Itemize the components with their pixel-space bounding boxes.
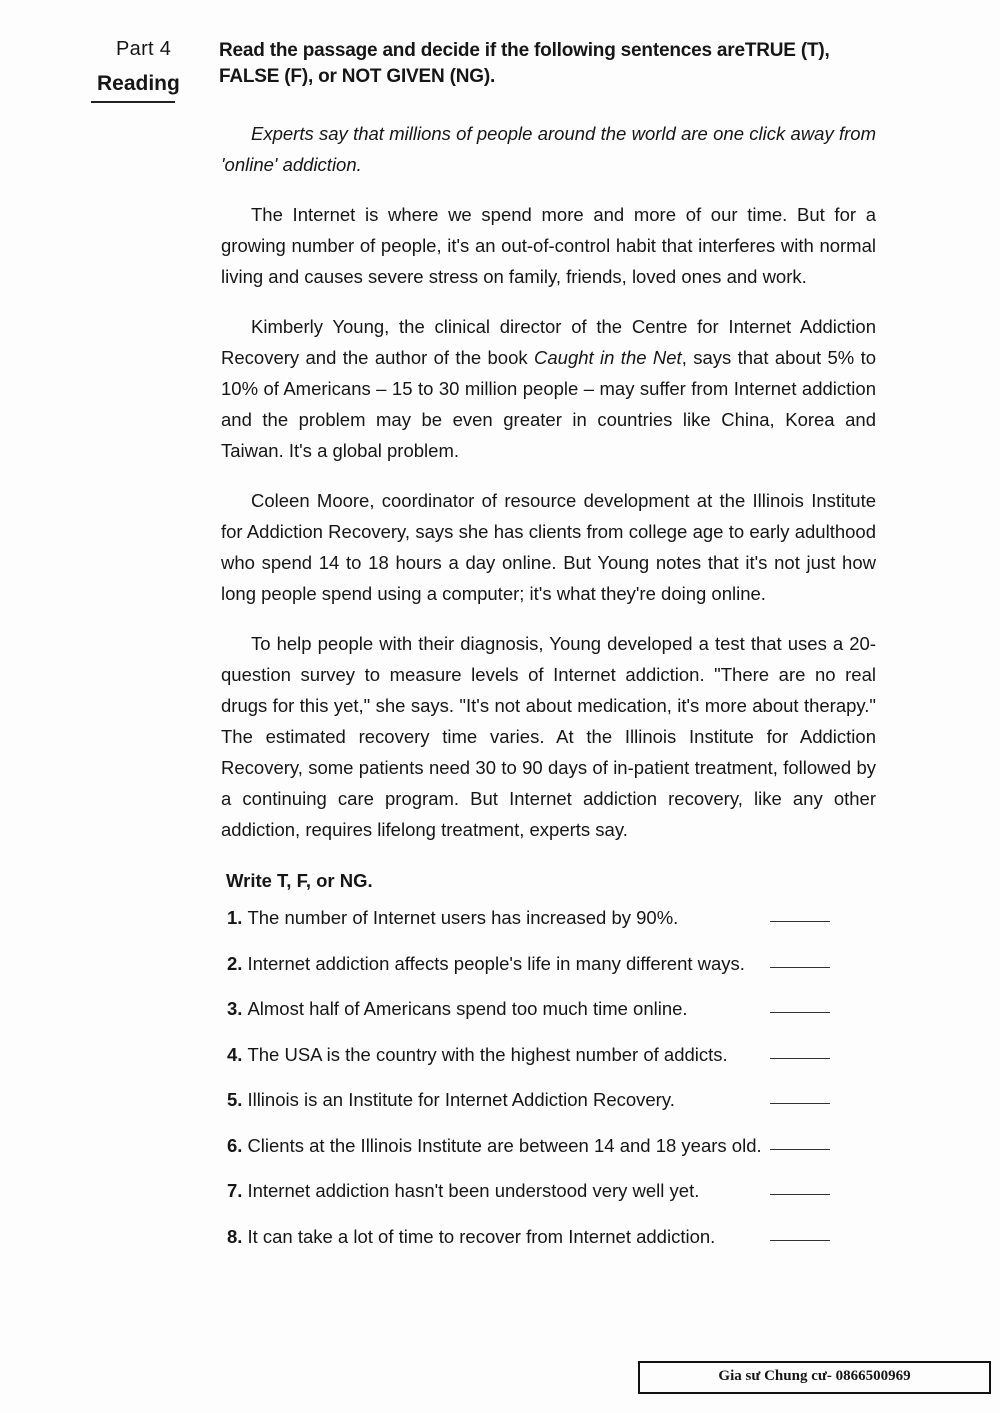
book-title: Caught in the Net	[534, 347, 682, 368]
paragraph-2-text-a: Kimberly Young, the clinical director of the Centre for Internet Addiction Recovery and the author of the book	[221, 316, 876, 368]
question-number: 2.	[227, 952, 243, 974]
question-item	[227, 953, 837, 999]
question-number: 5.	[227, 1089, 243, 1110]
question-item	[227, 998, 837, 1044]
answer-blank[interactable]	[770, 1103, 830, 1104]
task-prompt: Write T, F, or NG.	[226, 870, 373, 891]
question-text: Clients at the Illinois Institute are between 14 and 18 years old.	[247, 1134, 762, 1156]
passage-paragraph-1: The Internet is where we spend more and more of our time. But for a growing number of people, it's an out-of-control habit that interferes with normal living and causes severe stress on family, friends, loved ones and work.	[221, 204, 876, 287]
question-item	[227, 907, 837, 953]
question-text: Internet addiction affects people's life in many different ways.	[247, 952, 745, 974]
question-number: 3.	[227, 998, 243, 1019]
question-item	[227, 1135, 837, 1181]
question-text: Illinois is an Institute for Internet Addiction Recovery.	[247, 1089, 675, 1110]
answer-blank[interactable]	[770, 1058, 830, 1059]
part-number-label: Part 4	[116, 38, 172, 60]
question-item	[227, 1089, 837, 1135]
footer-contact-box: Gia sư Chung cư- 0866500969	[638, 1361, 991, 1394]
answer-blank[interactable]	[770, 1194, 830, 1195]
question-text: The USA is the country with the highest number of addicts.	[247, 1043, 728, 1065]
question-list	[227, 907, 837, 1271]
question-number: 8.	[227, 1225, 243, 1247]
answer-blank[interactable]	[770, 921, 830, 922]
question-text: It can take a lot of time to recover from Internet addiction.	[247, 1225, 716, 1247]
question-number: 7.	[227, 1180, 243, 1201]
answer-blank[interactable]	[770, 967, 830, 968]
instruction-heading: Read the passage and decide if the following sentences areTRUE (T), FALSE (F), or NOT GIVEN (NG).	[219, 40, 830, 87]
reading-passage	[221, 118, 876, 864]
question-number: 4.	[227, 1043, 243, 1065]
question-item	[227, 1180, 837, 1226]
answer-blank[interactable]	[770, 1149, 830, 1150]
passage-paragraph-4: To help people with their diagnosis, Young developed a test that uses a 20-question survey to measure levels of Internet addiction. "There are no real drugs for this yet," she says. "It's not about medication, it's more about therapy." The estimated recovery time varies. At the Illinois Institute for Addiction Recovery, some patients need 30 to 90 days of in-patient treatment, followed by a continuing care program. But Internet addiction recovery, like any other addiction, requires lifelong treatment, experts say.	[221, 633, 876, 840]
question-item	[227, 1226, 837, 1272]
paragraph-2-text-b: , says that about 5% to 10% of Americans – 15 to 30 million people – may suffer from Internet addiction and the problem may be even greater in countries like China, Korea and Taiwan. It's a global problem.	[221, 347, 877, 461]
question-text: The number of Internet users has increased by 90%.	[247, 907, 679, 928]
section-underline	[91, 101, 175, 103]
question-text: Almost half of Americans spend too much time online.	[247, 998, 688, 1019]
passage-intro: Experts say that millions of people around the world are one click away from 'online' addiction.	[221, 123, 876, 175]
question-text: Internet addiction hasn't been understood very well yet.	[247, 1180, 700, 1201]
answer-blank[interactable]	[770, 1012, 830, 1013]
passage-paragraph-2	[221, 311, 876, 466]
question-number: 6.	[227, 1134, 243, 1156]
section-label: Reading	[97, 72, 180, 95]
question-number: 1.	[227, 907, 243, 928]
question-item	[227, 1044, 837, 1090]
passage-paragraph-3: Coleen Moore, coordinator of resource development at the Illinois Institute for Addiction Recovery, says she has clients from college age to early adulthood who spend 14 to 18 hours a day online. But Young notes that it's not just how long people spend using a computer; it's what they're doing online.	[221, 490, 876, 604]
answer-blank[interactable]	[770, 1240, 830, 1241]
